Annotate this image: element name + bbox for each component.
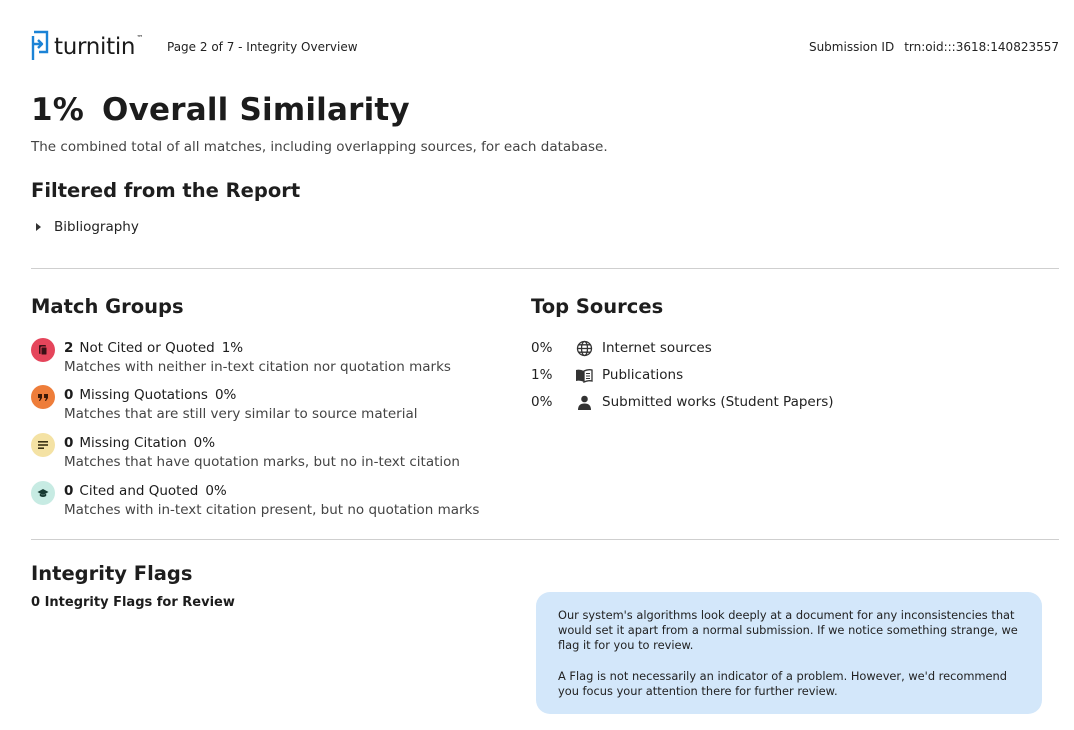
section-divider bbox=[31, 268, 1059, 269]
top-sources-title: Top Sources bbox=[531, 295, 664, 318]
submission-id-value: trn:oid:::3618:140823557 bbox=[904, 40, 1059, 54]
text-lines-icon bbox=[31, 433, 55, 457]
filtered-section-title: Filtered from the Report bbox=[31, 179, 301, 202]
page-info: Page 2 of 7 - Integrity Overview bbox=[167, 40, 358, 54]
document-copy-icon bbox=[31, 338, 55, 362]
match-group-description: Matches with in-text citation present, but no quotation marks bbox=[64, 502, 480, 518]
submission-id-label: Submission ID bbox=[808, 40, 895, 54]
globe-icon bbox=[575, 339, 593, 357]
top-source-label: Publications bbox=[602, 367, 684, 383]
section-divider bbox=[31, 539, 1059, 540]
person-icon bbox=[575, 393, 593, 411]
integrity-flags-count: 0 Integrity Flags for Review bbox=[31, 595, 235, 610]
top-source-label: Submitted works (Student Papers) bbox=[602, 394, 834, 410]
integrity-flags-title: Integrity Flags bbox=[31, 562, 193, 585]
filtered-item-label: Bibliography bbox=[54, 219, 139, 235]
turnitin-logo bbox=[30, 30, 143, 64]
book-icon bbox=[575, 366, 593, 384]
match-group-not-cited[interactable] bbox=[31, 338, 501, 378]
match-group-heading: 0 Cited and Quoted 0% bbox=[64, 483, 227, 499]
integrity-flags-info-box bbox=[536, 592, 1042, 714]
turnitin-logo-icon bbox=[30, 30, 50, 64]
top-source-publications[interactable] bbox=[531, 367, 931, 387]
match-group-missing-citation[interactable] bbox=[31, 433, 501, 473]
match-group-cited-and-quoted[interactable] bbox=[31, 481, 501, 521]
info-paragraph: Our system's algorithms look deeply at a document for any inconsistencies that would set it apart from a normal submission. If we notice something strange, we flag it for you to review. bbox=[558, 608, 1018, 653]
match-group-heading: 2 Not Cited or Quoted 1% bbox=[64, 340, 244, 356]
match-group-description: Matches that have quotation marks, but no in-text citation bbox=[64, 454, 460, 470]
info-paragraph: A Flag is not necessarily an indicator of a problem. However, we'd recommend you focus your attention there for further review. bbox=[558, 668, 1007, 698]
quote-icon bbox=[31, 385, 55, 409]
match-group-description: Matches with neither in-text citation nor quotation marks bbox=[64, 359, 451, 375]
submission-info bbox=[809, 40, 1059, 54]
top-source-internet[interactable] bbox=[531, 340, 931, 360]
overall-similarity-title bbox=[31, 92, 410, 128]
top-source-percent: 0% bbox=[531, 394, 553, 410]
top-source-percent: 0% bbox=[531, 340, 553, 356]
filtered-item-bibliography[interactable] bbox=[36, 219, 139, 235]
overall-similarity-percent: 1% bbox=[31, 92, 85, 128]
similarity-description: The combined total of all matches, including overlapping sources, for each database. bbox=[31, 139, 608, 155]
expand-triangle-icon[interactable] bbox=[36, 223, 41, 231]
match-group-heading: 0 Missing Quotations 0% bbox=[64, 387, 237, 403]
match-group-missing-quotations[interactable] bbox=[31, 385, 501, 425]
overall-similarity-label: Overall Similarity bbox=[102, 92, 410, 128]
match-groups-title: Match Groups bbox=[31, 295, 184, 318]
logo-text: turnitin™ bbox=[54, 34, 143, 60]
top-source-submitted-works[interactable] bbox=[531, 394, 931, 414]
top-source-percent: 1% bbox=[531, 367, 553, 383]
graduation-cap-icon bbox=[31, 481, 55, 505]
match-group-heading: 0 Missing Citation 0% bbox=[64, 435, 216, 451]
top-source-label: Internet sources bbox=[602, 340, 712, 356]
match-group-description: Matches that are still very similar to source material bbox=[64, 406, 418, 422]
